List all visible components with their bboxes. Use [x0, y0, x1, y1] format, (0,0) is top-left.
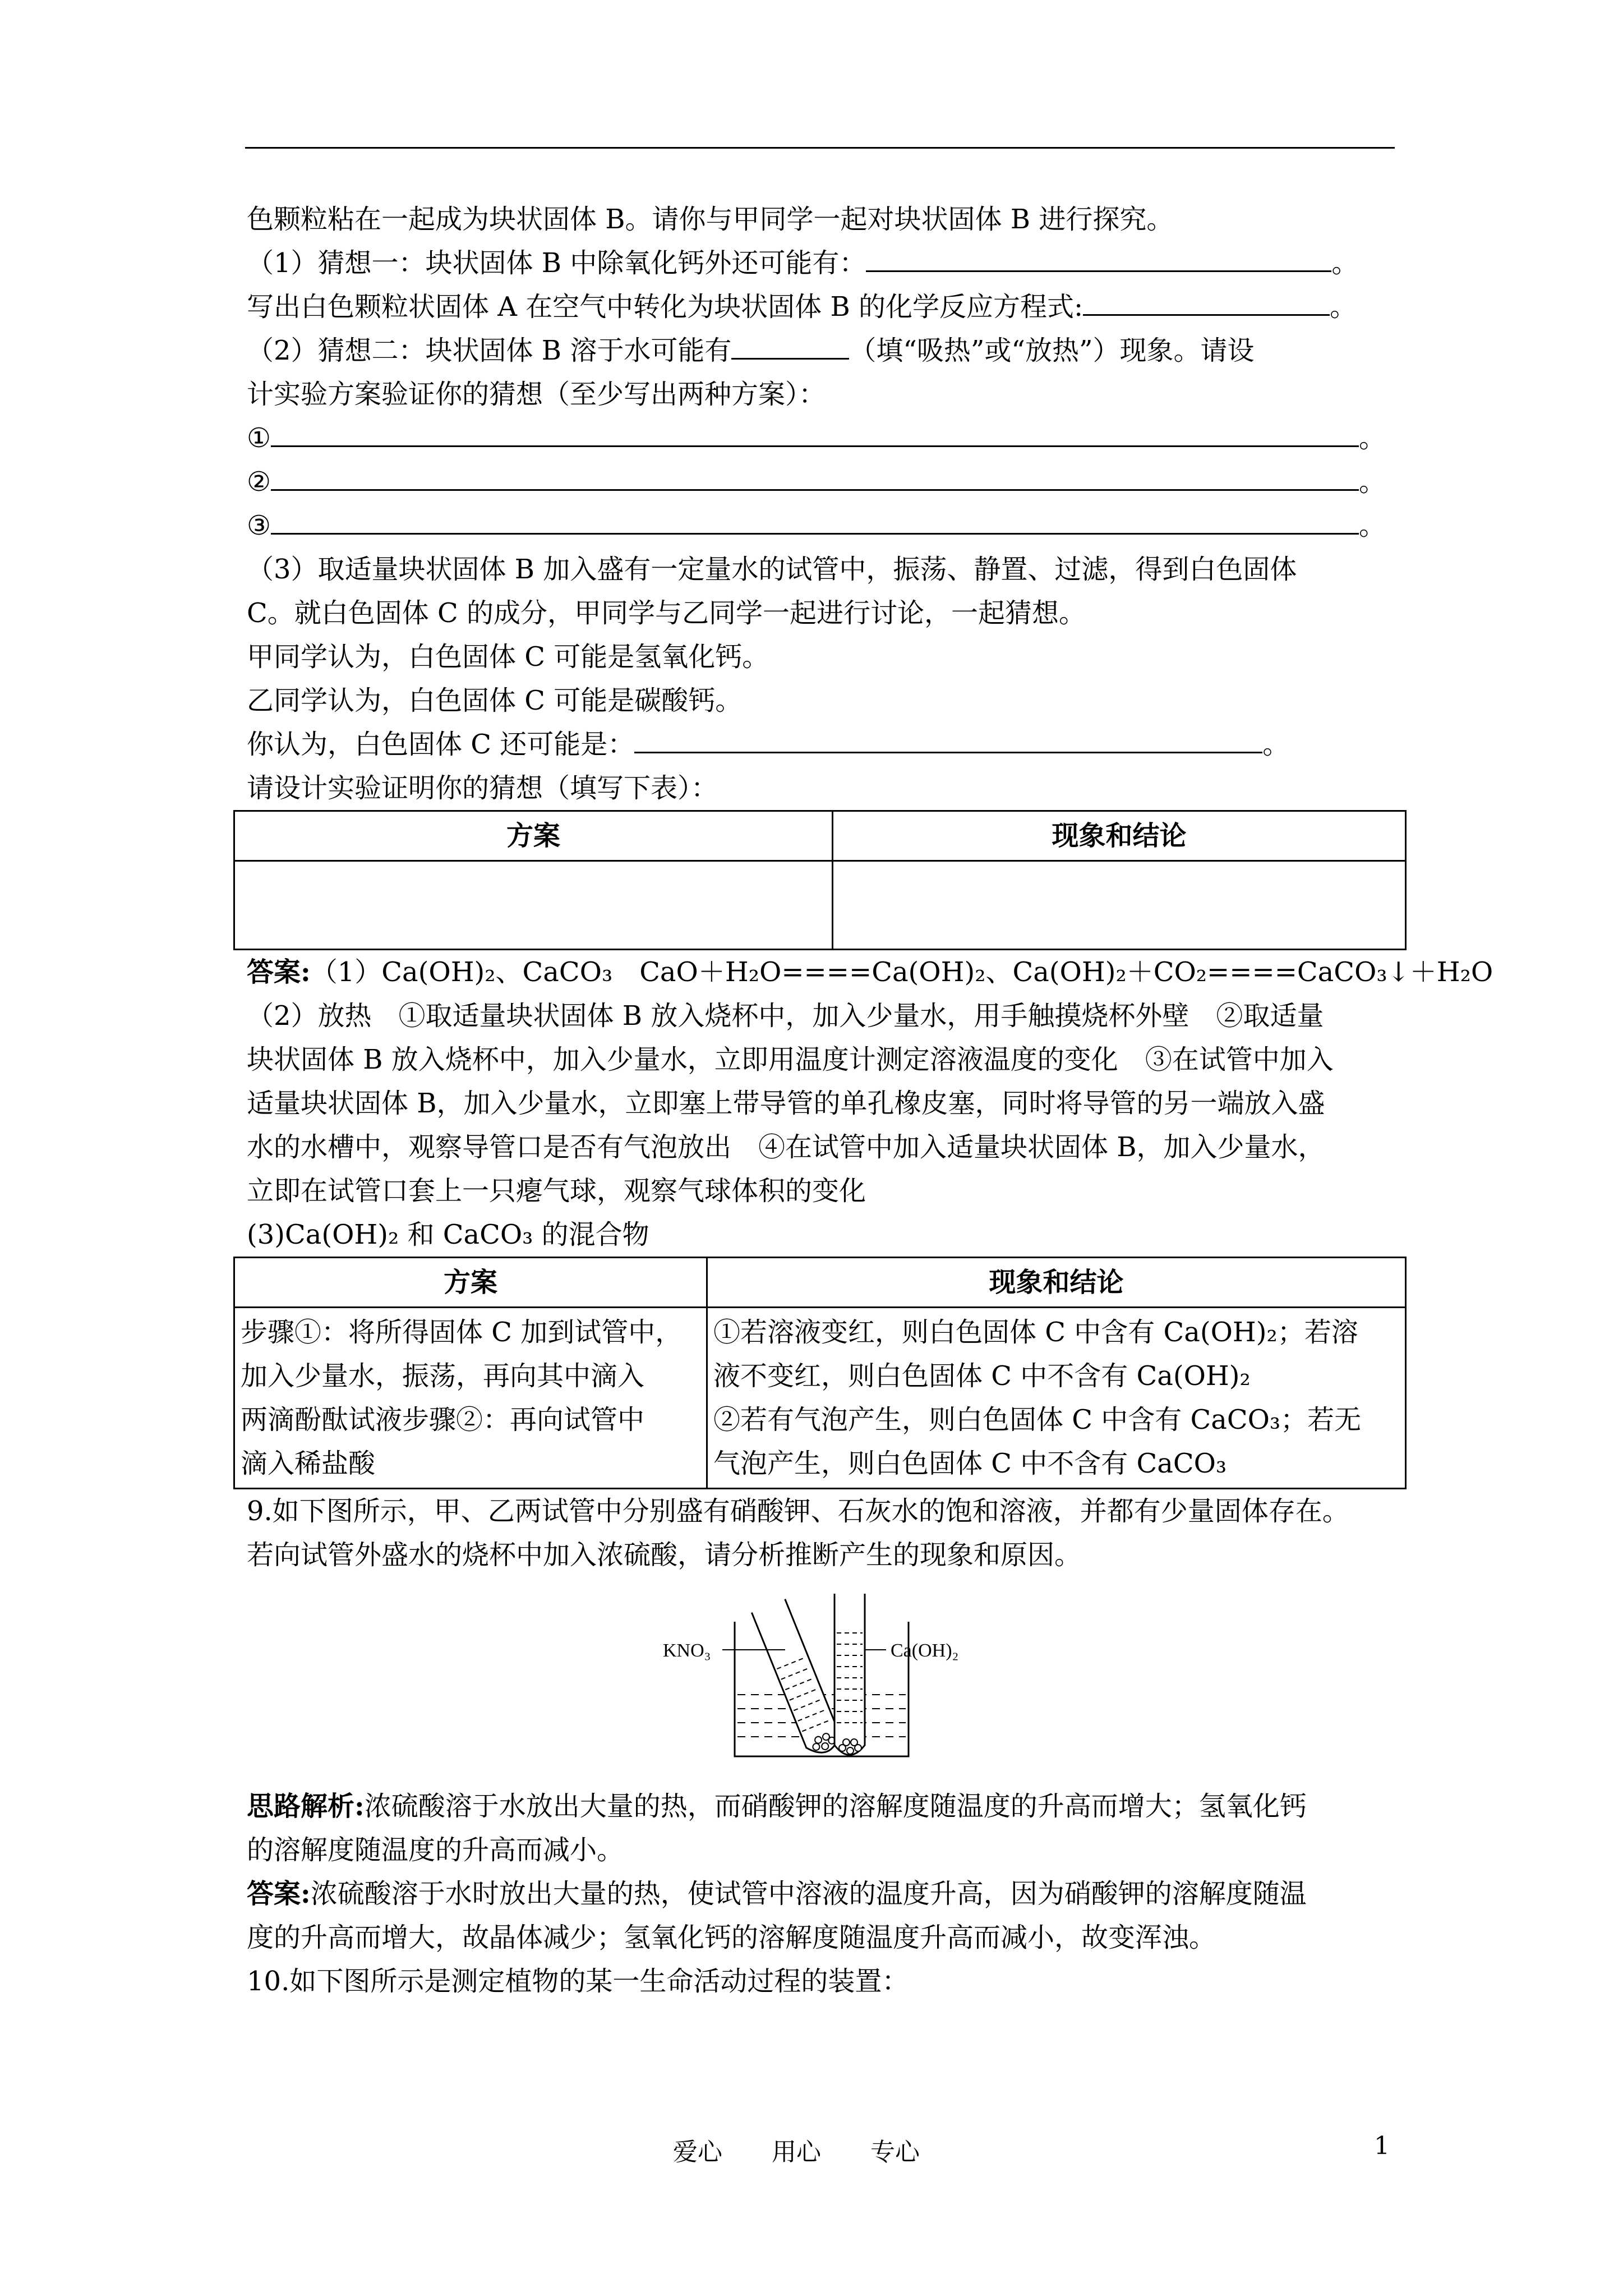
- beaker-figure: [247, 1582, 1402, 1784]
- text: 浓硫酸溶于水放出大量的热，而硝酸钾的溶解度随温度的升高而增大；氢氧化钙: [364, 1791, 1307, 1822]
- circled-number: ②: [247, 466, 271, 498]
- table-header: 方案: [234, 811, 833, 861]
- text: （填“吸热”或“放热”）现象。请设: [849, 335, 1255, 366]
- circled-number: ③: [247, 510, 271, 541]
- question-line: [247, 285, 1402, 329]
- table-cell[interactable]: [234, 861, 833, 950]
- text-line: 度的升高而增大，故晶体减少；氢氧化钙的溶解度随温度升高而减小，故变浑浊。: [247, 1922, 1216, 1953]
- label-caoh2: Ca(OH)₂: [891, 1640, 959, 1661]
- text-line: 水的水槽中，观察导管口是否有气泡放出 ④在试管中加入适量块状固体 B，加入少量水，: [247, 1131, 1325, 1163]
- cell-text: 步骤①：将所得固体 C 加到试管中，: [241, 1317, 683, 1348]
- table-header: 方案: [234, 1258, 707, 1308]
- text-line: 块状固体 B 放入烧杯中，加入少量水，立即用温度计测定溶液温度的变化 ③在试管中加入: [247, 1044, 1334, 1075]
- beaker-diagram: [247, 1582, 1402, 1784]
- blank[interactable]: [271, 505, 1359, 535]
- cell-text: ②若有气泡产生，则白色固体 C 中含有 CaCO₃；若无: [713, 1404, 1362, 1435]
- table-cell: [707, 1308, 1406, 1489]
- blank[interactable]: [731, 330, 849, 360]
- answer-blank-line: [247, 504, 1402, 547]
- answer-label: 答案:: [247, 956, 311, 988]
- text: 写出白色颗粒状固体 A 在空气中转化为块状固体 B 的化学反应方程式:: [247, 291, 1083, 323]
- analysis-line: [247, 1784, 1402, 1828]
- text: （1）猜想一：块状固体 B 中除氧化钙外还可能有：: [247, 247, 866, 279]
- answer-line: [247, 950, 1493, 994]
- text: 。: [1359, 510, 1386, 541]
- answer-blank-line: [247, 460, 1402, 504]
- header-rule: [245, 147, 1395, 149]
- text: 。: [1330, 291, 1357, 323]
- cell-text: 气泡产生，则白色固体 C 中不含有 CaCO₃: [713, 1448, 1227, 1479]
- text: （2）猜想二：块状固体 B 溶于水可能有: [247, 335, 732, 366]
- text: 浓硫酸溶于水时放出大量的热，使试管中溶液的温度升高，因为硝酸钾的溶解度随温: [310, 1878, 1307, 1910]
- table-cell[interactable]: [833, 861, 1406, 950]
- blank[interactable]: [271, 417, 1359, 447]
- circled-number: ①: [247, 422, 271, 454]
- blank[interactable]: [1083, 286, 1330, 316]
- text-line: (3)Ca(OH)₂ 和 CaCO₃ 的混合物: [247, 1219, 649, 1250]
- question-line: [247, 723, 1402, 766]
- content: [241, 197, 1493, 2003]
- answer-table: [233, 1257, 1407, 1489]
- text-line: 10.如下图所示是测定植物的某一生命活动过程的装置：: [247, 1966, 909, 1997]
- answer-label: 答案:: [247, 1878, 311, 1910]
- cell-text: ①若溶液变红，则白色固体 C 中含有 Ca(OH)₂；若溶: [713, 1317, 1358, 1348]
- label-kno3: KNO₃: [663, 1640, 711, 1661]
- footer-slogan: 爱心 用心 专心: [673, 2138, 920, 2166]
- text: 。: [1262, 729, 1290, 760]
- cell-text: 两滴酚酞试液步骤②：再向试管中: [241, 1404, 645, 1435]
- question-line: [247, 241, 1402, 285]
- cell-text: 液不变红，则白色固体 C 中不含有 Ca(OH)₂: [713, 1360, 1251, 1392]
- text: 。: [1359, 422, 1386, 454]
- text: （1）Ca(OH)₂、CaCO₃ CaO＋H₂O====Ca(OH)₂、Ca(OH)₂＋CO₂====CaCO₃↓＋H₂O: [310, 956, 1493, 988]
- table-cell: [234, 1308, 707, 1489]
- text-line: 9.如下图所示，甲、乙两试管中分别盛有硝酸钾、石灰水的饱和溶液，并都有少量固体存在。: [247, 1496, 1349, 1527]
- text-line: （3）取适量块状固体 B 加入盛有一定量水的试管中，振荡、静置、过滤，得到白色固体: [247, 554, 1297, 585]
- text-line: 色颗粒粘在一起成为块状固体 B。请你与甲同学一起对块状固体 B 进行探究。: [247, 204, 1174, 235]
- text-line: 的溶解度随温度的升高而减小。: [247, 1834, 624, 1866]
- answer-blank-line: [247, 416, 1402, 460]
- table-header: 现象和结论: [707, 1258, 1406, 1308]
- analysis-label: 思路解析:: [247, 1791, 365, 1822]
- text-line: 立即在试管口套上一只瘪气球，观察气球体积的变化: [247, 1175, 866, 1207]
- blank[interactable]: [634, 724, 1262, 753]
- question-line: [247, 329, 1402, 372]
- blank[interactable]: [271, 461, 1359, 491]
- text: 你认为，白色固体 C 还可能是：: [247, 729, 635, 760]
- text-line: 若向试管外盛水的烧杯中加入浓硫酸，请分析推断产生的现象和原因。: [247, 1539, 1082, 1571]
- text-line: 请设计实验证明你的猜想（填写下表）：: [247, 772, 718, 804]
- text-line: 适量块状固体 B，加入少量水，立即塞上带导管的单孔橡皮塞，同时将导管的另一端放入盛: [247, 1088, 1325, 1119]
- page-number: 1: [1374, 2132, 1390, 2160]
- text: 。: [1359, 466, 1386, 498]
- cell-text: 滴入稀盐酸: [241, 1448, 376, 1479]
- answer-line: [247, 1872, 1402, 1916]
- text-line: C。就白色固体 C 的成分，甲同学与乙同学一起进行讨论，一起猜想。: [247, 597, 1086, 629]
- text-line: 甲同学认为，白色固体 C 可能是氢氧化钙。: [247, 641, 769, 673]
- text-line: 计实验方案验证你的猜想（至少写出两种方案）：: [247, 379, 826, 410]
- table-header: 现象和结论: [833, 811, 1406, 861]
- text-line: 乙同学认为，白色固体 C 可能是碳酸钙。: [247, 685, 743, 716]
- cell-text: 加入少量水，振荡，再向其中滴入: [241, 1360, 645, 1392]
- text-line: （2）放热 ①取适量块状固体 B 放入烧杯中，加入少量水，用手触摸烧杯外壁 ②取适量: [247, 1000, 1324, 1032]
- text: 。: [1331, 247, 1359, 279]
- experiment-table: [233, 810, 1407, 950]
- blank[interactable]: [866, 242, 1331, 272]
